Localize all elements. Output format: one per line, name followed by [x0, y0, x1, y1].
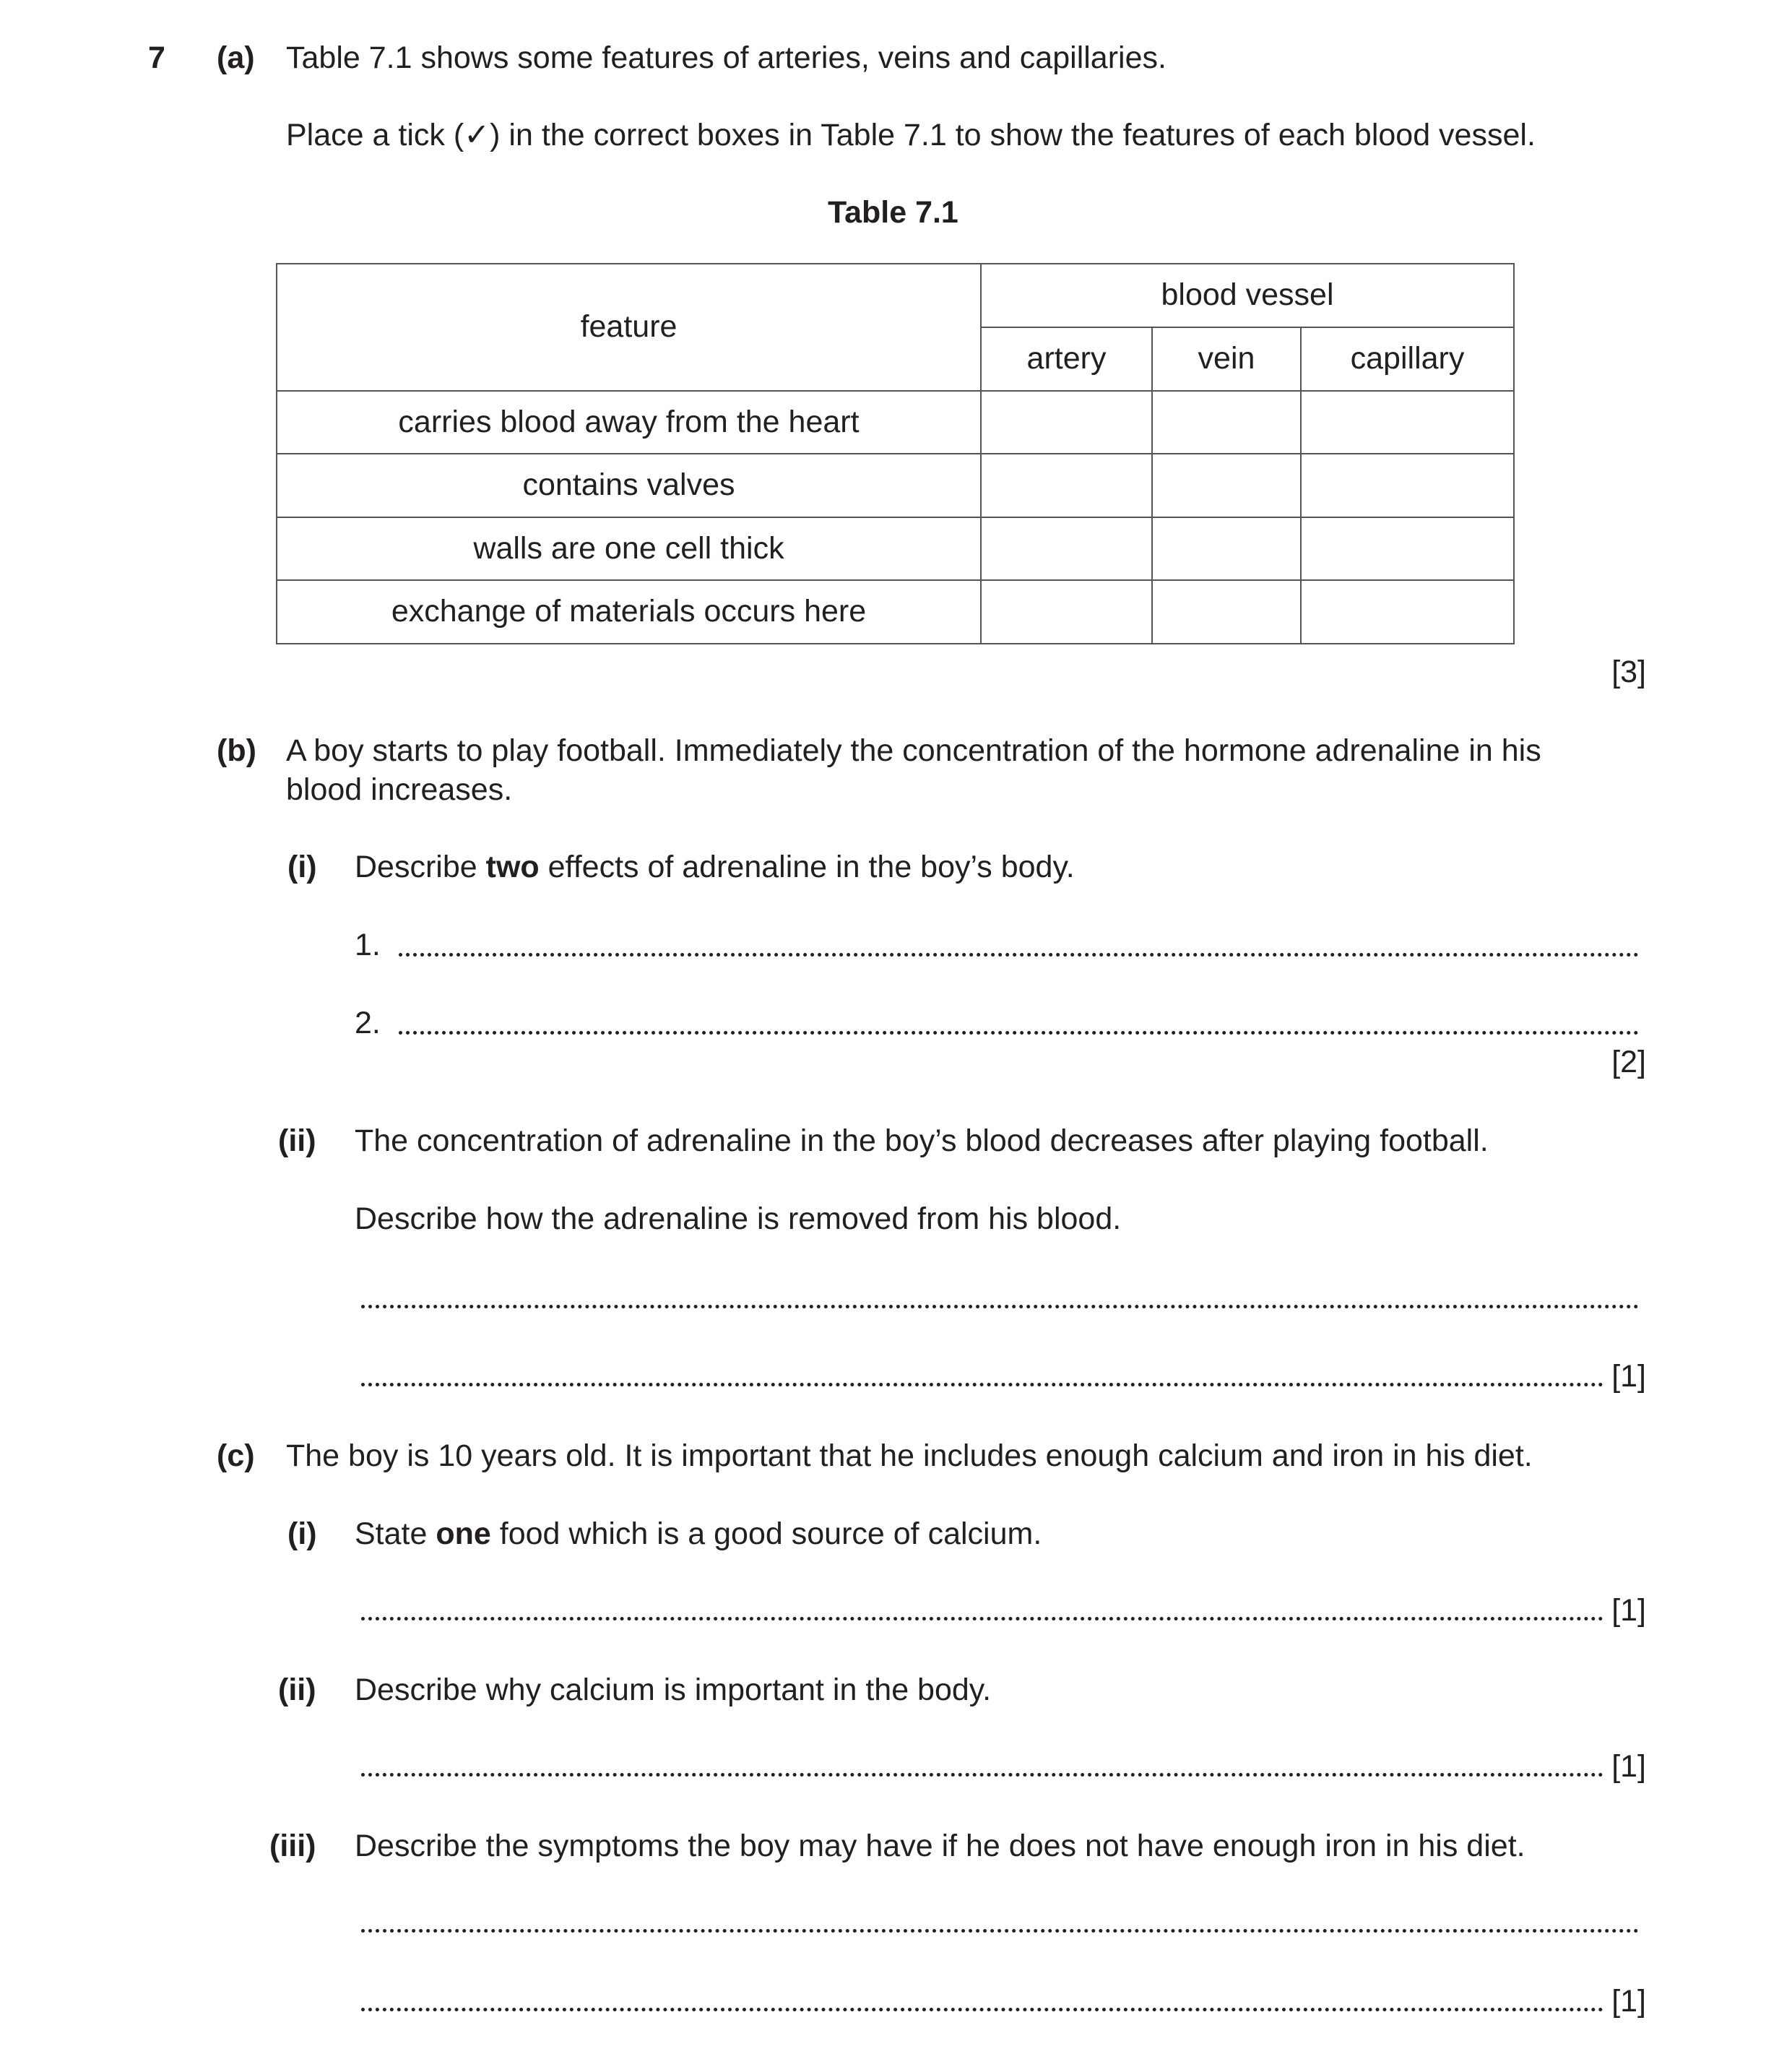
answer-label-1: 1. — [355, 928, 381, 962]
answer-line-b-i-2[interactable] — [399, 1031, 1639, 1035]
part-b-ii-marks: [1] — [1611, 1359, 1646, 1394]
table-title: Table 7.1 — [828, 195, 958, 230]
part-b-intro-line-2: blood increases. — [286, 772, 513, 807]
part-c-intro: The boy is 10 years old. It is important that he includes enough calcium and iron in his diet. — [286, 1438, 1533, 1473]
feature-row-label: carries blood away from the heart — [277, 391, 981, 454]
answer-line-c-ii[interactable] — [361, 1773, 1603, 1777]
tick-box-artery[interactable] — [981, 580, 1152, 644]
part-c-i-question: State one food which is a good source of calcium. — [355, 1516, 1042, 1551]
tick-box-capillary[interactable] — [1301, 517, 1514, 580]
tick-box-capillary[interactable] — [1301, 391, 1514, 454]
tick-box-artery[interactable] — [981, 454, 1152, 517]
part-c-ii-question: Describe why calcium is important in the body. — [355, 1673, 992, 1707]
part-c-label: (c) — [217, 1438, 255, 1473]
part-b-intro-line-1: A boy starts to play football. Immediately the concentration of the hormone adrenaline in his — [286, 733, 1541, 768]
answer-label-2: 2. — [355, 1006, 381, 1040]
part-c-ii-marks: [1] — [1611, 1749, 1646, 1784]
part-b-ii-prompt: Describe how the adrenaline is removed from his blood. — [355, 1201, 1122, 1236]
part-b-i-question: Describe two effects of adrenaline in the boy’s body. — [355, 850, 1075, 884]
feature-header: feature — [277, 264, 981, 391]
part-b-ii-label: (ii) — [278, 1123, 316, 1158]
part-c-iii-marks: [1] — [1611, 1984, 1646, 2019]
part-b-label: (b) — [217, 733, 256, 768]
part-c-i-label: (i) — [287, 1516, 317, 1551]
answer-line-b-i-1[interactable] — [399, 953, 1639, 957]
part-b-i-label: (i) — [287, 850, 317, 884]
part-a-marks: [3] — [1611, 655, 1646, 689]
part-c-i-marks: [1] — [1611, 1593, 1646, 1628]
part-c-iii-question: Describe the symptoms the boy may have if he does not have enough iron in his diet. — [355, 1829, 1525, 1863]
part-c-iii-label: (iii) — [269, 1829, 316, 1863]
answer-line-c-iii-1[interactable] — [361, 1929, 1639, 1933]
tick-box-capillary[interactable] — [1301, 454, 1514, 517]
answer-line-c-iii-2[interactable] — [361, 2008, 1603, 2011]
feature-row-label: exchange of materials occurs here — [277, 580, 981, 644]
table-7-1 — [276, 263, 1515, 644]
part-a-intro: Table 7.1 shows some features of arteries, veins and capillaries. — [286, 40, 1166, 75]
part-a-instruction: Place a tick (✓) in the correct boxes in Table 7.1 to show the features of each blood vessel. — [286, 118, 1536, 152]
tick-box-capillary[interactable] — [1301, 580, 1514, 644]
question-number: 7 — [148, 40, 165, 75]
part-b-ii-text: The concentration of adrenaline in the boy’s blood decreases after playing football. — [355, 1123, 1489, 1158]
answer-line-b-ii-1[interactable] — [361, 1305, 1639, 1308]
feature-row-label: walls are one cell thick — [277, 517, 981, 580]
tick-box-artery[interactable] — [981, 391, 1152, 454]
column-artery: artery — [981, 327, 1152, 391]
column-vein: vein — [1152, 327, 1301, 391]
column-capillary: capillary — [1301, 327, 1514, 391]
part-a-label: (a) — [217, 40, 255, 75]
tick-box-vein[interactable] — [1152, 391, 1301, 454]
answer-line-b-ii-2[interactable] — [361, 1383, 1603, 1386]
tick-box-vein[interactable] — [1152, 517, 1301, 580]
part-b-i-marks: [2] — [1611, 1045, 1646, 1079]
tick-box-vein[interactable] — [1152, 454, 1301, 517]
tick-box-vein[interactable] — [1152, 580, 1301, 644]
blood-vessel-header: blood vessel — [981, 264, 1514, 327]
feature-row-label: contains valves — [277, 454, 981, 517]
answer-line-c-i[interactable] — [361, 1617, 1603, 1621]
tick-box-artery[interactable] — [981, 517, 1152, 580]
part-c-ii-label: (ii) — [278, 1673, 316, 1707]
